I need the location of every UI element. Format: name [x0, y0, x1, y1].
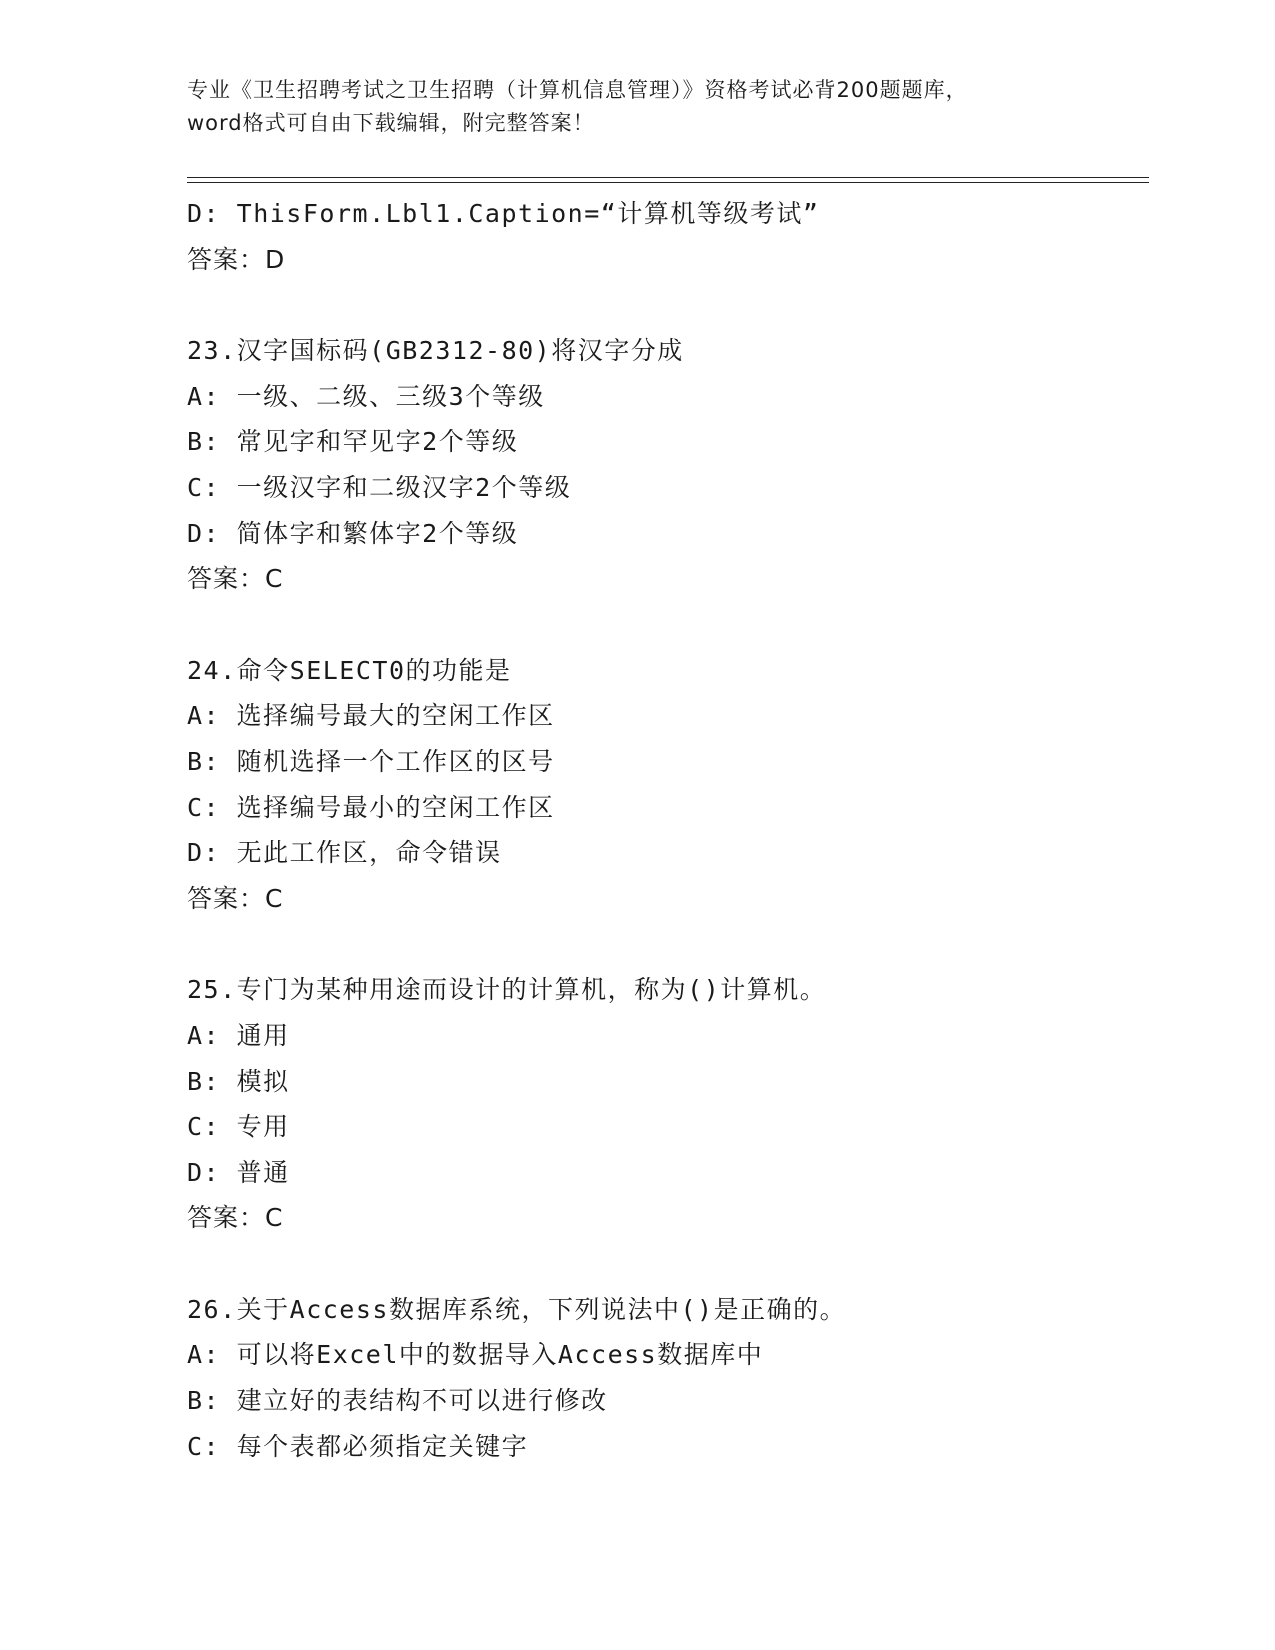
option-c: C: 选择编号最小的空闲工作区 [187, 792, 555, 822]
option-d: D: 普通 [187, 1157, 290, 1187]
question-23 [187, 328, 1137, 602]
answer: 答案：C [187, 1203, 284, 1233]
option-d: D: 简体字和繁体字2个等级 [187, 518, 519, 548]
header-divider-top [187, 177, 1149, 178]
question-24 [187, 648, 1137, 922]
header-divider-bottom [187, 182, 1149, 183]
question-stem: 25.专门为某种用途而设计的计算机，称为()计算机。 [187, 975, 827, 1005]
option-a: A: 一级、二级、三级3个等级 [187, 381, 545, 411]
header-line-1: 专业《卫生招聘考试之卫生招聘（计算机信息管理）》资格考试必背200题题库， [187, 78, 968, 102]
option-c: C: 每个表都必须指定关键字 [187, 1431, 529, 1461]
question-stem: 23.汉字国标码(GB2312-80)将汉字分成 [187, 336, 684, 366]
option-b: B: 随机选择一个工作区的区号 [187, 746, 555, 776]
option-a: A: 通用 [187, 1020, 290, 1050]
document-body [187, 191, 1137, 1469]
question-stem: 24.命令SELECT0的功能是 [187, 655, 512, 685]
option-a: A: 选择编号最大的空闲工作区 [187, 701, 555, 731]
question-stem: 26.关于Access数据库系统，下列说法中()是正确的。 [187, 1294, 847, 1324]
option-d: D: 无此工作区，命令错误 [187, 838, 502, 868]
answer: 答案：C [187, 883, 284, 913]
previous-question-tail [187, 191, 1137, 282]
option-c: C: 专用 [187, 1112, 290, 1142]
option-d: D: ThisForm.Lbl1.Caption=“计算机等级考试” [187, 199, 820, 228]
document-header [187, 74, 1087, 140]
option-b: B: 建立好的表结构不可以进行修改 [187, 1386, 608, 1416]
answer: 答案：D [187, 244, 286, 274]
answer: 答案：C [187, 564, 284, 594]
option-a: A: 可以将Excel中的数据导入Access数据库中 [187, 1340, 764, 1370]
option-c: C: 一级汉字和二级汉字2个等级 [187, 472, 572, 502]
question-26 [187, 1287, 1137, 1469]
option-b: B: 常见字和罕见字2个等级 [187, 427, 519, 457]
option-b: B: 模拟 [187, 1066, 290, 1096]
header-line-2: word格式可自由下载编辑，附完整答案！ [187, 111, 595, 135]
question-25 [187, 967, 1137, 1241]
